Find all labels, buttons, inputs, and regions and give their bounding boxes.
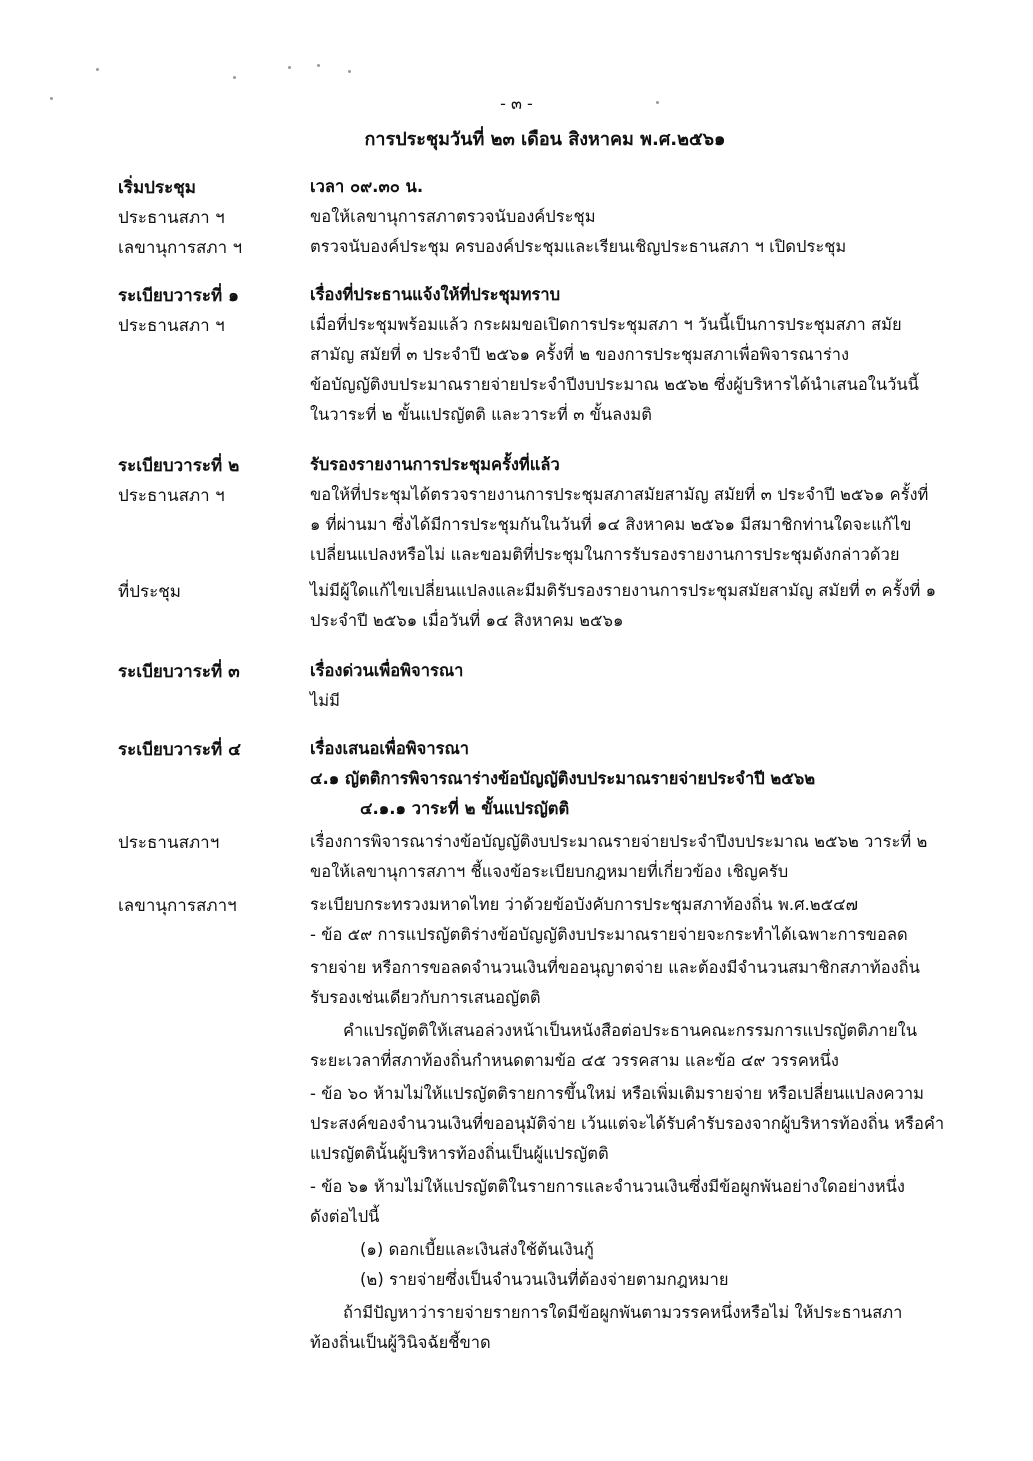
body-line: ไม่มีผู้ใดแก้ไขเปลี่ยนแปลงและมีมติรับรองรายงานการประชุมสมัยสามัญ สมัยที่ ๓ ครั้งที่ ๑	[310, 581, 937, 600]
agenda2-heading: รับรองรายงานการประชุมครั้งที่แล้ว	[310, 455, 560, 474]
body-line: ขอให้เลขานุการสภาฯ ชี้แจงข้อระเบียบกฎหมายที่เกี่ยวข้อง เชิญครับ	[310, 862, 789, 881]
body-line: เรื่องการพิจารณาร่างข้อบัญญัติงบประมาณรายจ่ายประจำปีงบประมาณ ๒๕๖๒ วาระที่ ๒	[310, 832, 928, 851]
resolution-label: ที่ประชุม	[118, 582, 182, 602]
intro-text: ตรวจนับองค์ประชุม ครบองค์ประชุมและเรียนเชิญประธานสภา ฯ เปิดประชุม	[310, 237, 847, 256]
speaker-label: ประธานสภา ฯ	[118, 316, 225, 336]
body-line: แปรญัตตินั้นผู้บริหารท้องถิ่นเป็นผู้แปรญัตติ	[310, 1144, 609, 1163]
body-line: เปลี่ยนแปลงหรือไม่ และขอมติที่ประชุมในการรับรองรายงานการประชุมดังกล่าวด้วย	[310, 545, 900, 564]
scan-speck	[348, 70, 351, 73]
scan-speck	[288, 66, 291, 69]
agenda2-label: ระเบียบวาระที่ ๒	[118, 456, 240, 476]
intro-text: ขอให้เลขานุการสภาตรวจนับองค์ประชุม	[310, 207, 596, 226]
opening-label: เริ่มประชุม	[118, 178, 196, 198]
body-line: ระยะเวลาที่สภาท้องถิ่นกำหนดตามข้อ ๔๕ วรรคสาม และข้อ ๔๙ วรรคหนึ่ง	[310, 1051, 839, 1070]
body-line: คำแปรญัตติให้เสนอล่วงหน้าเป็นหนังสือต่อประธานคณะกรรมการแปรญัตติภายใน	[343, 1021, 917, 1040]
page-number: - ๓ -	[500, 94, 533, 113]
agenda3-text: ไม่มี	[310, 691, 341, 710]
body-line: ขอให้ที่ประชุมได้ตรวจรายงานการประชุมสภาสมัยสามัญ สมัยที่ ๓ ประจำปี ๒๕๖๑ ครั้งที่	[310, 485, 929, 504]
body-line: ถ้ามีปัญหาว่ารายจ่ายรายการใดมีข้อผูกพันตามวรรคหนึ่งหรือไม่ ให้ประธานสภา	[343, 1303, 903, 1322]
body-line: - ข้อ ๕๙ การแปรญัตติร่างข้อบัญญัติงบประมาณรายจ่ายจะกระทำได้เฉพาะการขอลด	[310, 925, 908, 944]
agenda4-label: ระเบียบวาระที่ ๔	[118, 740, 241, 760]
list-item: (๒) รายจ่ายซึ่งเป็นจำนวนเงินที่ต้องจ่ายตามกฎหมาย	[360, 1270, 729, 1289]
speaker-label: ประธานสภา ฯ	[118, 486, 225, 506]
body-line: ข้อบัญญัติงบประมาณรายจ่ายประจำปีงบประมาณ ๒๕๖๒ ซึ่งผู้บริหารได้นำเสนอในวันนี้	[310, 375, 919, 394]
body-line: ประสงค์ของจำนวนเงินที่ขออนุมัติจ่าย เว้นแต่จะได้รับคำรับรองจากผู้บริหารท้องถิ่น หรือคำ	[310, 1114, 945, 1133]
scan-speck	[317, 64, 320, 67]
body-line: รับรองเช่นเดียวกับการเสนอญัตติ	[310, 988, 541, 1007]
body-line: เมื่อที่ประชุมพร้อมแล้ว กระผมขอเปิดการประชุมสภา ฯ วันนี้เป็นการประชุมสภา สมัย	[310, 315, 902, 334]
body-line: - ข้อ ๖๑ ห้ามไม่ให้แปรญัตติในรายการและจำนวนเงินซึ่งมีข้อผูกพันอย่างใดอย่างหนึ่ง	[310, 1177, 905, 1196]
agenda3-heading: เรื่องด่วนเพื่อพิจารณา	[310, 661, 464, 680]
opening-time: เวลา ๐๙.๓๐ น.	[310, 177, 424, 196]
body-line: ท้องถิ่นเป็นผู้วินิจฉัยชี้ขาด	[310, 1333, 491, 1352]
speaker-label: เลขานุการสภา ฯ	[118, 238, 243, 258]
scan-speck	[96, 68, 99, 71]
speaker-label: เลขานุการสภาฯ	[118, 896, 237, 916]
agenda4-subsubheading: ๔.๑.๑ วาระที่ ๒ ขั้นแปรญัตติ	[360, 799, 570, 818]
body-line: - ข้อ ๖๐ ห้ามไม่ให้แปรญัตติรายการขึ้นใหม่ หรือเพิ่มเติมรายจ่าย หรือเปลี่ยนแปลงความ	[310, 1084, 924, 1103]
list-item: (๑) ดอกเบี้ยและเงินส่งใช้ต้นเงินกู้	[360, 1240, 594, 1259]
agenda3-label: ระเบียบวาระที่ ๓	[118, 662, 240, 682]
body-line: ประจำปี ๒๕๖๑ เมื่อวันที่ ๑๔ สิงหาคม ๒๕๖๑	[310, 611, 624, 630]
agenda1-label: ระเบียบวาระที่ ๑	[118, 286, 239, 306]
agenda4-heading: เรื่องเสนอเพื่อพิจารณา	[310, 739, 470, 758]
body-line: ในวาระที่ ๒ ขั้นแปรญัตติ และวาระที่ ๓ ขั้นลงมติ	[310, 405, 652, 424]
body-line: สามัญ สมัยที่ ๓ ประจำปี ๒๕๖๑ ครั้งที่ ๒ ของการประชุมสภาเพื่อพิจารณาร่าง	[310, 345, 850, 364]
agenda4-subheading: ๔.๑ ญัตติการพิจารณาร่างข้อบัญญัติงบประมาณรายจ่ายประจำปี ๒๕๖๒	[310, 769, 816, 788]
speaker-label: ประธานสภาฯ	[118, 833, 220, 853]
body-line: ดังต่อไปนี้	[310, 1207, 380, 1226]
speaker-label: ประธานสภา ฯ	[118, 208, 225, 228]
scan-speck	[233, 76, 236, 79]
body-line: รายจ่าย หรือการขอลดจำนวนเงินที่ขออนุญาตจ่าย และต้องมีจำนวนสมาชิกสภาท้องถิ่น	[310, 958, 920, 977]
body-line: ๑ ที่ผ่านมา ซึ่งได้มีการประชุมกันในวันที่ ๑๔ สิงหาคม ๒๕๖๑ มีสมาชิกท่านใดจะแก้ไข	[310, 515, 912, 534]
body-line: ระเบียบกระทรวงมหาดไทย ว่าด้วยข้อบังคับการประชุมสภาท้องถิ่น พ.ศ.๒๕๔๗	[310, 895, 859, 914]
agenda1-heading: เรื่องที่ประธานแจ้งให้ที่ประชุมทราบ	[310, 285, 561, 304]
meeting-title: การประชุมวันที่ ๒๓ เดือน สิงหาคม พ.ศ.๒๕๖๑	[364, 129, 726, 150]
